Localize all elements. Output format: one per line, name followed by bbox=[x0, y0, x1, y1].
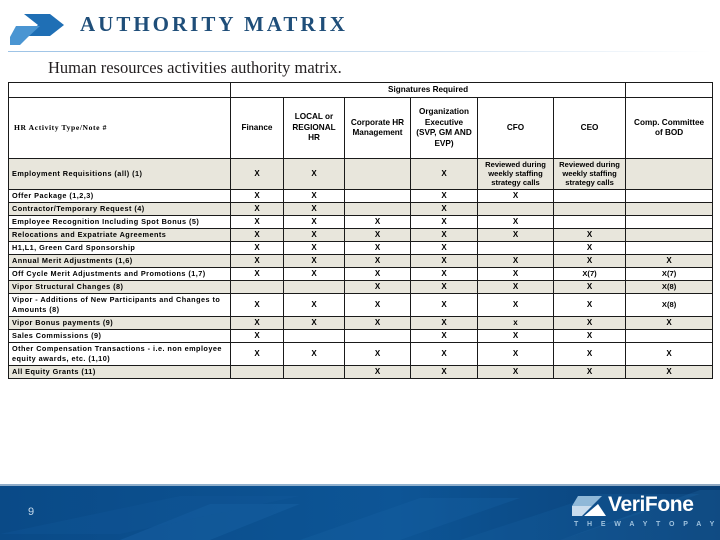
cell-cfo: Reviewed during weekly staffing strategy calls bbox=[478, 159, 554, 190]
cell-finance: X bbox=[231, 189, 284, 202]
table-row bbox=[9, 293, 713, 316]
table-row bbox=[9, 316, 713, 329]
table-row bbox=[9, 241, 713, 254]
table-row bbox=[9, 254, 713, 267]
matrix-table bbox=[8, 82, 713, 379]
column-header-corporate-hr-management: Corporate HR Management bbox=[345, 98, 411, 159]
cell-ceo: X bbox=[554, 342, 626, 365]
cell-local-regional-hr bbox=[284, 329, 345, 342]
cell-finance: X bbox=[231, 159, 284, 190]
cell-cfo bbox=[478, 241, 554, 254]
cell-comp-committee-bod bbox=[626, 228, 713, 241]
cell-organization-executive: X bbox=[411, 215, 478, 228]
slide-footer bbox=[0, 484, 720, 540]
footer-top-divider bbox=[0, 484, 720, 486]
cell-cfo: X bbox=[478, 365, 554, 378]
cell-corporate-hr-management bbox=[345, 189, 411, 202]
cell-local-regional-hr bbox=[284, 365, 345, 378]
cell-local-regional-hr: X bbox=[284, 159, 345, 190]
column-header-ceo: CEO bbox=[554, 98, 626, 159]
column-header-organization-executive: Organization Executive (SVP, GM AND EVP) bbox=[411, 98, 478, 159]
cell-comp-committee-bod: X(7) bbox=[626, 267, 713, 280]
cell-organization-executive: X bbox=[411, 365, 478, 378]
cell-organization-executive: X bbox=[411, 202, 478, 215]
cell-organization-executive: X bbox=[411, 329, 478, 342]
cell-ceo bbox=[554, 215, 626, 228]
cell-cfo: X bbox=[478, 280, 554, 293]
row-label: Vipor Bonus payments (9) bbox=[9, 316, 231, 329]
cell-ceo: X bbox=[554, 280, 626, 293]
cell-organization-executive: X bbox=[411, 316, 478, 329]
cell-ceo: Reviewed during weekly staffing strategy calls bbox=[554, 159, 626, 190]
cell-organization-executive: X bbox=[411, 342, 478, 365]
cell-organization-executive: X bbox=[411, 241, 478, 254]
cell-ceo: X bbox=[554, 329, 626, 342]
cell-corporate-hr-management bbox=[345, 329, 411, 342]
cell-corporate-hr-management: X bbox=[345, 267, 411, 280]
row-label: Relocations and Expatriate Agreements bbox=[9, 228, 231, 241]
cell-organization-executive: X bbox=[411, 267, 478, 280]
cell-organization-executive: X bbox=[411, 228, 478, 241]
row-label: Vipor Structural Changes (8) bbox=[9, 280, 231, 293]
cell-local-regional-hr: X bbox=[284, 241, 345, 254]
table-row bbox=[9, 215, 713, 228]
cell-local-regional-hr: X bbox=[284, 189, 345, 202]
cell-cfo: X bbox=[478, 342, 554, 365]
cell-finance: X bbox=[231, 215, 284, 228]
cell-ceo: X bbox=[554, 293, 626, 316]
cell-cfo: X bbox=[478, 215, 554, 228]
table-row bbox=[9, 189, 713, 202]
cell-comp-committee-bod bbox=[626, 215, 713, 228]
cell-cfo: X bbox=[478, 254, 554, 267]
cell-ceo bbox=[554, 202, 626, 215]
group-header-end-spacer bbox=[626, 83, 713, 98]
verifone-logo bbox=[572, 493, 718, 532]
cell-finance: X bbox=[231, 254, 284, 267]
cell-corporate-hr-management: X bbox=[345, 215, 411, 228]
row-label: Contractor/Temporary Request (4) bbox=[9, 202, 231, 215]
table-row bbox=[9, 267, 713, 280]
cell-finance: X bbox=[231, 293, 284, 316]
cell-corporate-hr-management: X bbox=[345, 293, 411, 316]
cell-corporate-hr-management: X bbox=[345, 254, 411, 267]
cell-local-regional-hr: X bbox=[284, 293, 345, 316]
cell-finance: X bbox=[231, 241, 284, 254]
column-header-local-regional-hr: LOCAL or REGIONAL HR bbox=[284, 98, 345, 159]
table-row bbox=[9, 228, 713, 241]
header-divider bbox=[8, 51, 712, 52]
table-row bbox=[9, 280, 713, 293]
cell-ceo: X bbox=[554, 365, 626, 378]
row-label: Employment Requisitions (all) (1) bbox=[9, 159, 231, 190]
cell-comp-committee-bod: X bbox=[626, 316, 713, 329]
row-label: Other Compensation Transactions - i.e. non employee equity awards, etc. (1,10) bbox=[9, 342, 231, 365]
cell-organization-executive: X bbox=[411, 189, 478, 202]
cell-comp-committee-bod: X bbox=[626, 342, 713, 365]
cell-organization-executive: X bbox=[411, 254, 478, 267]
column-header-comp-committee-bod: Comp. Committee of BOD bbox=[626, 98, 713, 159]
cell-ceo: X bbox=[554, 254, 626, 267]
cell-cfo: x bbox=[478, 316, 554, 329]
cell-cfo: X bbox=[478, 267, 554, 280]
cell-organization-executive: X bbox=[411, 293, 478, 316]
cell-corporate-hr-management: X bbox=[345, 365, 411, 378]
cell-cfo: X bbox=[478, 329, 554, 342]
group-header-signatures-required: Signatures Required bbox=[231, 83, 626, 98]
table-row bbox=[9, 202, 713, 215]
slide-subtitle: Human resources activities authority matrix. bbox=[48, 58, 342, 77]
page-number: 9 bbox=[28, 506, 35, 518]
group-header-row bbox=[9, 83, 713, 98]
cell-comp-committee-bod bbox=[626, 241, 713, 254]
slide-header bbox=[0, 0, 720, 60]
cell-finance bbox=[231, 280, 284, 293]
cell-cfo: X bbox=[478, 228, 554, 241]
cell-local-regional-hr: X bbox=[284, 228, 345, 241]
group-header-spacer bbox=[9, 83, 231, 98]
verifone-mark-icon bbox=[572, 496, 606, 520]
cell-local-regional-hr: X bbox=[284, 342, 345, 365]
cell-finance: X bbox=[231, 202, 284, 215]
column-header-hr-activity-type: HR Activity Type/Note # bbox=[9, 98, 231, 159]
cell-ceo: X bbox=[554, 316, 626, 329]
cell-local-regional-hr: X bbox=[284, 215, 345, 228]
row-label: Offer Package (1,2,3) bbox=[9, 189, 231, 202]
cell-corporate-hr-management: X bbox=[345, 316, 411, 329]
authority-matrix-table bbox=[8, 82, 712, 379]
cell-corporate-hr-management: X bbox=[345, 228, 411, 241]
cell-local-regional-hr bbox=[284, 280, 345, 293]
cell-comp-committee-bod: X(8) bbox=[626, 293, 713, 316]
cell-ceo: X bbox=[554, 241, 626, 254]
verifone-wordmark: VeriFone bbox=[608, 493, 694, 516]
cell-corporate-hr-management bbox=[345, 159, 411, 190]
cell-corporate-hr-management: X bbox=[345, 342, 411, 365]
row-label: Off Cycle Merit Adjustments and Promotions (1,7) bbox=[9, 267, 231, 280]
cell-local-regional-hr: X bbox=[284, 254, 345, 267]
column-header-finance: Finance bbox=[231, 98, 284, 159]
cell-comp-committee-bod bbox=[626, 189, 713, 202]
table-row bbox=[9, 365, 713, 378]
row-label: Sales Commissions (9) bbox=[9, 329, 231, 342]
row-label: H1,L1, Green Card Sponsorship bbox=[9, 241, 231, 254]
table-row bbox=[9, 342, 713, 365]
table-row bbox=[9, 159, 713, 190]
cell-cfo: X bbox=[478, 293, 554, 316]
page-title: AUTHORITY MATRIX bbox=[80, 12, 348, 36]
cell-comp-committee-bod bbox=[626, 202, 713, 215]
cell-corporate-hr-management: X bbox=[345, 280, 411, 293]
cell-cfo bbox=[478, 202, 554, 215]
cell-corporate-hr-management: X bbox=[345, 241, 411, 254]
cell-finance: X bbox=[231, 329, 284, 342]
cell-organization-executive: X bbox=[411, 280, 478, 293]
column-header-row bbox=[9, 98, 713, 159]
cell-organization-executive: X bbox=[411, 159, 478, 190]
cell-comp-committee-bod: X bbox=[626, 254, 713, 267]
cell-comp-committee-bod bbox=[626, 329, 713, 342]
chevron-arrow-logo bbox=[10, 14, 72, 46]
row-label: Vipor - Additions of New Participants and Changes to Amounts (8) bbox=[9, 293, 231, 316]
cell-finance bbox=[231, 365, 284, 378]
column-header-cfo: CFO bbox=[478, 98, 554, 159]
verifone-tagline: T H E W A Y T O P A Y bbox=[574, 521, 718, 528]
row-label: All Equity Grants (11) bbox=[9, 365, 231, 378]
cell-comp-committee-bod bbox=[626, 159, 713, 190]
cell-local-regional-hr: X bbox=[284, 267, 345, 280]
cell-finance: X bbox=[231, 316, 284, 329]
cell-local-regional-hr: X bbox=[284, 202, 345, 215]
cell-ceo: X(7) bbox=[554, 267, 626, 280]
cell-finance: X bbox=[231, 342, 284, 365]
cell-finance: X bbox=[231, 228, 284, 241]
cell-cfo: X bbox=[478, 189, 554, 202]
cell-finance: X bbox=[231, 267, 284, 280]
cell-ceo bbox=[554, 189, 626, 202]
cell-comp-committee-bod: X(8) bbox=[626, 280, 713, 293]
matrix-body bbox=[9, 159, 713, 379]
cell-local-regional-hr: X bbox=[284, 316, 345, 329]
row-label: Annual Merit Adjustments (1,6) bbox=[9, 254, 231, 267]
cell-comp-committee-bod: X bbox=[626, 365, 713, 378]
table-row bbox=[9, 329, 713, 342]
cell-ceo: X bbox=[554, 228, 626, 241]
cell-corporate-hr-management bbox=[345, 202, 411, 215]
row-label: Employee Recognition Including Spot Bonus (5) bbox=[9, 215, 231, 228]
